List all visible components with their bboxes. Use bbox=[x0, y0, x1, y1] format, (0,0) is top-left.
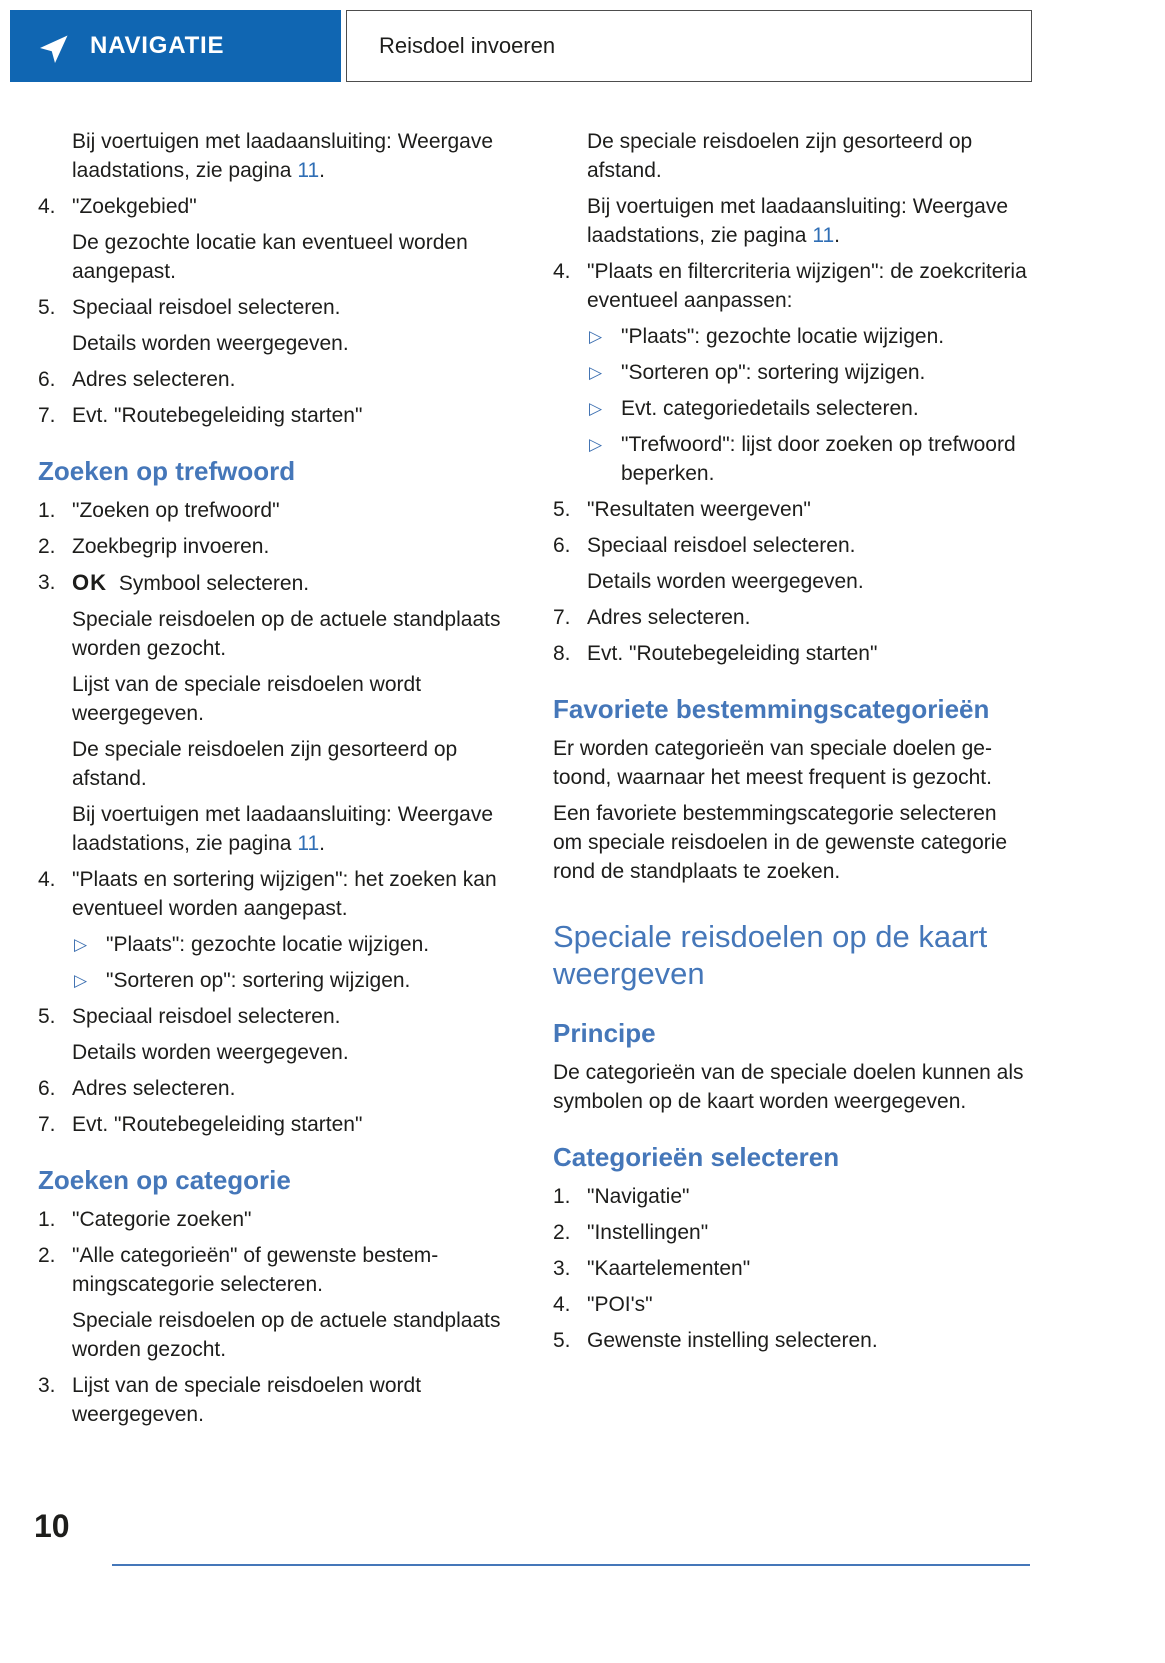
sub-list-item bbox=[589, 358, 1030, 387]
list-item bbox=[553, 639, 1030, 668]
list-item bbox=[38, 1074, 518, 1103]
list-number: 4. bbox=[38, 868, 56, 891]
section-heading: Zoeken op trefwoord bbox=[38, 456, 296, 486]
list-item-text: Speciaal reisdoel selecteren. bbox=[72, 296, 341, 319]
paragraph: Details worden weergegeven. bbox=[72, 1041, 349, 1064]
paragraph: Details worden weergegeven. bbox=[72, 332, 349, 355]
list-item bbox=[553, 1254, 1030, 1283]
triangle-bullet-icon: ▷ bbox=[589, 435, 603, 454]
list-number: 2. bbox=[38, 1244, 56, 1267]
right-column bbox=[553, 120, 1030, 1436]
manual-page bbox=[0, 10, 1165, 1663]
sub-list-item bbox=[589, 322, 1030, 351]
list-item-text: "Categorie zoeken" bbox=[72, 1208, 252, 1231]
sub-list-item-text: "Sorteren op": sortering wijzigen. bbox=[106, 969, 411, 992]
list-number: 4. bbox=[38, 195, 56, 218]
triangle-bullet-icon: ▷ bbox=[589, 363, 603, 382]
list-item bbox=[38, 568, 518, 598]
paragraph: Er worden categorieën van speciale doelen getoond, waarnaar het meest frequent is gezocht. bbox=[553, 737, 992, 789]
sub-list-item-text: "Trefwoord": lijst door zoeken op trefwoord beperken. bbox=[621, 433, 1016, 485]
page-title: Reisdoel invoeren bbox=[379, 33, 556, 58]
list-number: 7. bbox=[38, 1113, 56, 1136]
list-item-text: "Zoekgebied" bbox=[72, 195, 197, 218]
triangle-bullet-icon: ▷ bbox=[589, 327, 603, 346]
list-number: 8. bbox=[553, 642, 571, 665]
list-item-text: "Plaats en sortering wijzigen": het zoeken kan eventueel worden aangepast. bbox=[72, 868, 497, 920]
list-number: 4. bbox=[553, 260, 571, 283]
list-number: 3. bbox=[553, 1257, 571, 1280]
list-item bbox=[38, 1371, 518, 1429]
list-number: 6. bbox=[38, 1077, 56, 1100]
list-item bbox=[553, 603, 1030, 632]
sub-list-item bbox=[74, 930, 518, 959]
list-number: 2. bbox=[553, 1221, 571, 1244]
list-number: 7. bbox=[553, 606, 571, 629]
triangle-bullet-icon: ▷ bbox=[74, 935, 88, 954]
list-item-text: "Kaartelementen" bbox=[587, 1257, 751, 1280]
list-item-text: "Instellingen" bbox=[587, 1221, 709, 1244]
list-number: 7. bbox=[38, 404, 56, 427]
sub-list-item-text: "Plaats": gezochte locatie wijzigen. bbox=[621, 325, 945, 348]
page-reference-link[interactable]: 11 bbox=[297, 832, 320, 855]
paragraph: De gezochte locatie kan eventueel worden aangepast. bbox=[72, 231, 468, 283]
list-item bbox=[38, 865, 518, 923]
list-number: 2. bbox=[38, 535, 56, 558]
ok-button-glyph: OK bbox=[72, 570, 107, 595]
paragraph: Lijst van de speciale reisdoelen wordt weergegeven. bbox=[72, 673, 422, 725]
chapter-heading: Speciale reisdoelen op de kaart weergeven bbox=[553, 919, 988, 991]
list-item bbox=[38, 293, 518, 322]
list-item bbox=[38, 496, 518, 525]
paragraph: Speciale reisdoelen op de actuele standplaats worden gezocht. bbox=[72, 608, 501, 660]
list-item bbox=[38, 365, 518, 394]
list-number: 5. bbox=[38, 1005, 56, 1028]
list-item-text: Adres selecteren. bbox=[587, 606, 751, 629]
chapter-label: NAVIGATIE bbox=[90, 32, 225, 59]
paragraph: Speciale reisdoelen op de actuele standplaats worden gezocht. bbox=[72, 1309, 501, 1361]
list-item-text: Evt. "Routebegeleiding starten" bbox=[72, 1113, 363, 1136]
list-number: 4. bbox=[553, 1293, 571, 1316]
sub-list-item bbox=[589, 430, 1030, 488]
list-item-text: "Alle categorieën" of gewenste bestemmingscategorie selecteren. bbox=[72, 1244, 439, 1296]
list-item bbox=[553, 1218, 1030, 1247]
list-item bbox=[38, 1110, 518, 1139]
page-number: 10 bbox=[34, 1508, 70, 1544]
list-item bbox=[38, 192, 518, 221]
section-heading: Principe bbox=[553, 1018, 656, 1048]
paragraph: De speciale reisdoelen zijn gesorteerd op afstand. bbox=[587, 130, 973, 182]
list-item-text: "Resultaten weergeven" bbox=[587, 498, 811, 521]
list-number: 1. bbox=[38, 1208, 56, 1231]
list-item-text: OK Symbool selecteren. bbox=[72, 570, 310, 595]
left-column bbox=[38, 120, 518, 1436]
sub-list-item-text: "Plaats": gezochte locatie wijzigen. bbox=[106, 933, 430, 956]
page-header bbox=[10, 10, 1032, 82]
section-heading: Categorieën selecteren bbox=[553, 1142, 840, 1172]
list-item bbox=[553, 1290, 1030, 1319]
list-item bbox=[38, 1241, 518, 1299]
paragraph: Bij voertuigen met laadaansluiting: Weergave laadstations, zie pagina 11. bbox=[587, 195, 1009, 247]
paragraph: Bij voertuigen met laadaansluiting: Weergave laadstations, zie pagina 11. bbox=[72, 130, 494, 182]
sub-list-item bbox=[589, 394, 1030, 423]
sub-list-item-text: Evt. categoriedetails selecteren. bbox=[621, 397, 919, 420]
list-number: 3. bbox=[38, 571, 56, 594]
list-number: 6. bbox=[38, 368, 56, 391]
list-item bbox=[38, 1002, 518, 1031]
content-columns bbox=[0, 82, 1165, 1436]
paragraph: De speciale reisdoelen zijn gesorteerd op afstand. bbox=[72, 738, 458, 790]
list-item-text: "Zoeken op trefwoord" bbox=[72, 499, 280, 522]
triangle-bullet-icon: ▷ bbox=[74, 971, 88, 990]
list-number: 1. bbox=[553, 1185, 571, 1208]
list-item-text: "Navigatie" bbox=[587, 1185, 690, 1208]
list-item bbox=[38, 1205, 518, 1234]
list-item bbox=[553, 495, 1030, 524]
triangle-bullet-icon: ▷ bbox=[589, 399, 603, 418]
paragraph: Een favoriete bestemmingscategorie selecteren om speciale reisdoelen in de gewenste categorie rond de standplaats te zoeken. bbox=[553, 802, 1008, 883]
paragraph: Details worden weergegeven. bbox=[587, 570, 864, 593]
paragraph: De categorieën van de speciale doelen kunnen als symbolen op de kaart worden weergegeven. bbox=[553, 1061, 1024, 1113]
list-item-text: "POI's" bbox=[587, 1293, 653, 1316]
list-item-text: Adres selecteren. bbox=[72, 1077, 236, 1100]
list-item bbox=[553, 1182, 1030, 1211]
list-number: 1. bbox=[38, 499, 56, 522]
list-item bbox=[38, 532, 518, 561]
paragraph: Bij voertuigen met laadaansluiting: Weergave laadstations, zie pagina 11. bbox=[72, 803, 494, 855]
list-item bbox=[38, 401, 518, 430]
list-item bbox=[553, 531, 1030, 560]
chapter-tab bbox=[10, 10, 341, 82]
list-item-text: Evt. "Routebegeleiding starten" bbox=[587, 642, 878, 665]
section-heading: Zoeken op categorie bbox=[38, 1165, 291, 1195]
footer-rule bbox=[112, 1564, 1030, 1566]
page-reference-link[interactable]: 11 bbox=[297, 159, 320, 182]
list-item-text: Adres selecteren. bbox=[72, 368, 236, 391]
page-reference-link[interactable]: 11 bbox=[812, 224, 835, 247]
sub-list-item bbox=[74, 966, 518, 995]
navigation-arrow-icon bbox=[40, 29, 74, 63]
list-number: 5. bbox=[553, 498, 571, 521]
list-item-text: Lijst van de speciale reisdoelen wordt weergegeven. bbox=[72, 1374, 422, 1426]
list-item-text: Speciaal reisdoel selecteren. bbox=[587, 534, 856, 557]
list-number: 3. bbox=[38, 1374, 56, 1397]
list-item bbox=[553, 257, 1030, 315]
list-item-text: Gewenste instelling selecteren. bbox=[587, 1329, 878, 1352]
page-title-box bbox=[346, 10, 1032, 82]
list-item-text: "Plaats en filtercriteria wijzigen": de zoekcriteria eventueel aanpassen: bbox=[587, 260, 1027, 312]
list-item-text: Speciaal reisdoel selecteren. bbox=[72, 1005, 341, 1028]
list-item-text: Zoekbegrip invoeren. bbox=[72, 535, 270, 558]
sub-list-item-text: "Sorteren op": sortering wijzigen. bbox=[621, 361, 926, 384]
list-item bbox=[553, 1326, 1030, 1355]
list-item-text: Evt. "Routebegeleiding starten" bbox=[72, 404, 363, 427]
list-number: 5. bbox=[38, 296, 56, 319]
list-number: 5. bbox=[553, 1329, 571, 1352]
section-heading: Favoriete bestemmingscategorieën bbox=[553, 694, 990, 724]
list-number: 6. bbox=[553, 534, 571, 557]
